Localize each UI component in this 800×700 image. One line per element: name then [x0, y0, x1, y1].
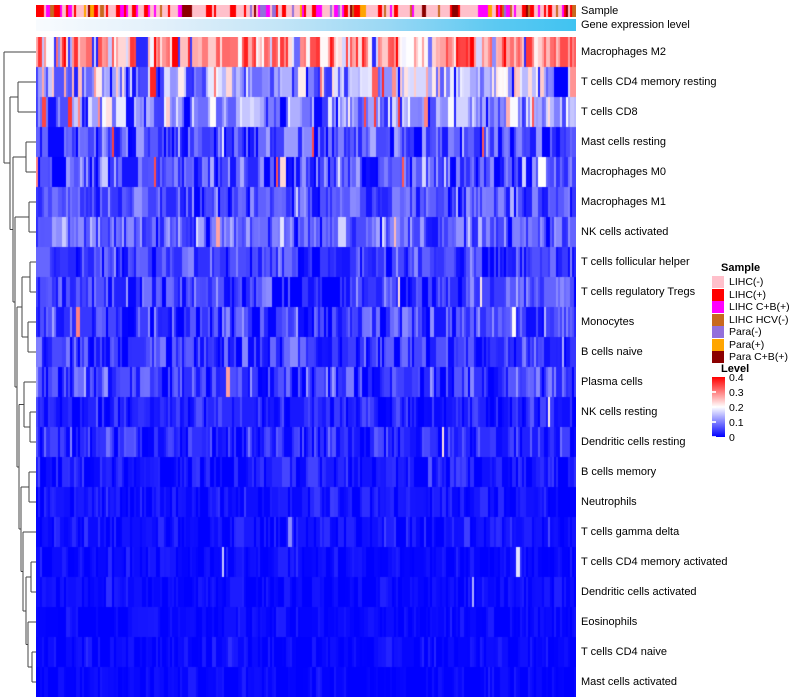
sample-legend-item: [712, 276, 763, 288]
row-label: B cells naive: [581, 346, 643, 358]
sample-legend-item: [712, 289, 766, 301]
sample-annotation-bar: [36, 5, 576, 17]
level-tick-mark: [712, 406, 716, 408]
row-label: Dendritic cells activated: [581, 586, 697, 598]
row-dendrogram: [0, 37, 36, 697]
level-tick-label: 0.4: [729, 372, 744, 384]
gene-expression-annotation-label: Gene expression level: [581, 19, 690, 31]
level-tick-label: 0: [729, 432, 735, 444]
legend-swatch: [712, 289, 724, 301]
row-label: T cells follicular helper: [581, 256, 690, 268]
level-tick-mark: [712, 421, 716, 423]
legend-item-label: Para(+): [729, 338, 765, 351]
row-label: Mast cells resting: [581, 136, 666, 148]
level-tick-mark: [712, 391, 716, 393]
legend-item-label: LIHC C+B(+): [729, 301, 790, 313]
legend-item-label: LIHC HCV(-): [729, 313, 789, 326]
row-label: Monocytes: [581, 316, 635, 328]
sample-legend-item: [712, 339, 764, 351]
row-label: NK cells resting: [581, 406, 658, 418]
sample-legend-item: [712, 326, 762, 338]
sample-legend-item: [712, 301, 790, 313]
legend-swatch: [712, 314, 724, 326]
sample-legend-title: Sample: [721, 262, 761, 274]
heatmap-canvas: [36, 37, 576, 697]
row-label: Macrophages M2: [581, 46, 666, 58]
legend-item-label: LIHC(+): [729, 288, 767, 301]
row-label: T cells CD4 naive: [581, 646, 667, 658]
level-tick-label: 0.1: [729, 417, 744, 429]
legend-item-label: Para C+B(+): [729, 351, 788, 363]
sample-legend-item: [712, 314, 789, 326]
row-label: T cells CD4 memory resting: [581, 76, 717, 88]
row-label: B cells memory: [581, 466, 657, 478]
row-label: T cells CD8: [581, 106, 638, 118]
gene-expression-annotation-bar: [36, 19, 576, 31]
legend-swatch: [712, 276, 724, 288]
row-label: Macrophages M1: [581, 196, 666, 208]
row-label: NK cells activated: [581, 226, 669, 238]
row-label: T cells gamma delta: [581, 526, 680, 538]
row-label: Mast cells activated: [581, 676, 677, 688]
legend-item-label: Para(-): [729, 326, 762, 338]
row-label: T cells CD4 memory activated: [581, 556, 728, 568]
legend-swatch: [712, 339, 724, 351]
row-label: Plasma cells: [581, 376, 643, 388]
row-label: Neutrophils: [581, 496, 637, 508]
legend-swatch: [712, 301, 724, 313]
legend-swatch: [712, 326, 724, 338]
legend-swatch: [712, 351, 724, 363]
level-tick-label: 0.3: [729, 387, 744, 399]
legend-item-label: LIHC(-): [729, 276, 764, 288]
row-label: T cells regulatory Tregs: [581, 286, 696, 298]
level-legend-title: Level: [721, 363, 750, 375]
level-tick-label: 0.2: [729, 402, 744, 414]
row-label: Eosinophils: [581, 616, 638, 628]
sample-legend-item: [712, 351, 788, 363]
level-tick-mark: [712, 436, 716, 438]
row-label: Macrophages M0: [581, 166, 666, 178]
row-label: Dendritic cells resting: [581, 436, 686, 448]
sample-annotation-label: Sample: [581, 5, 619, 17]
